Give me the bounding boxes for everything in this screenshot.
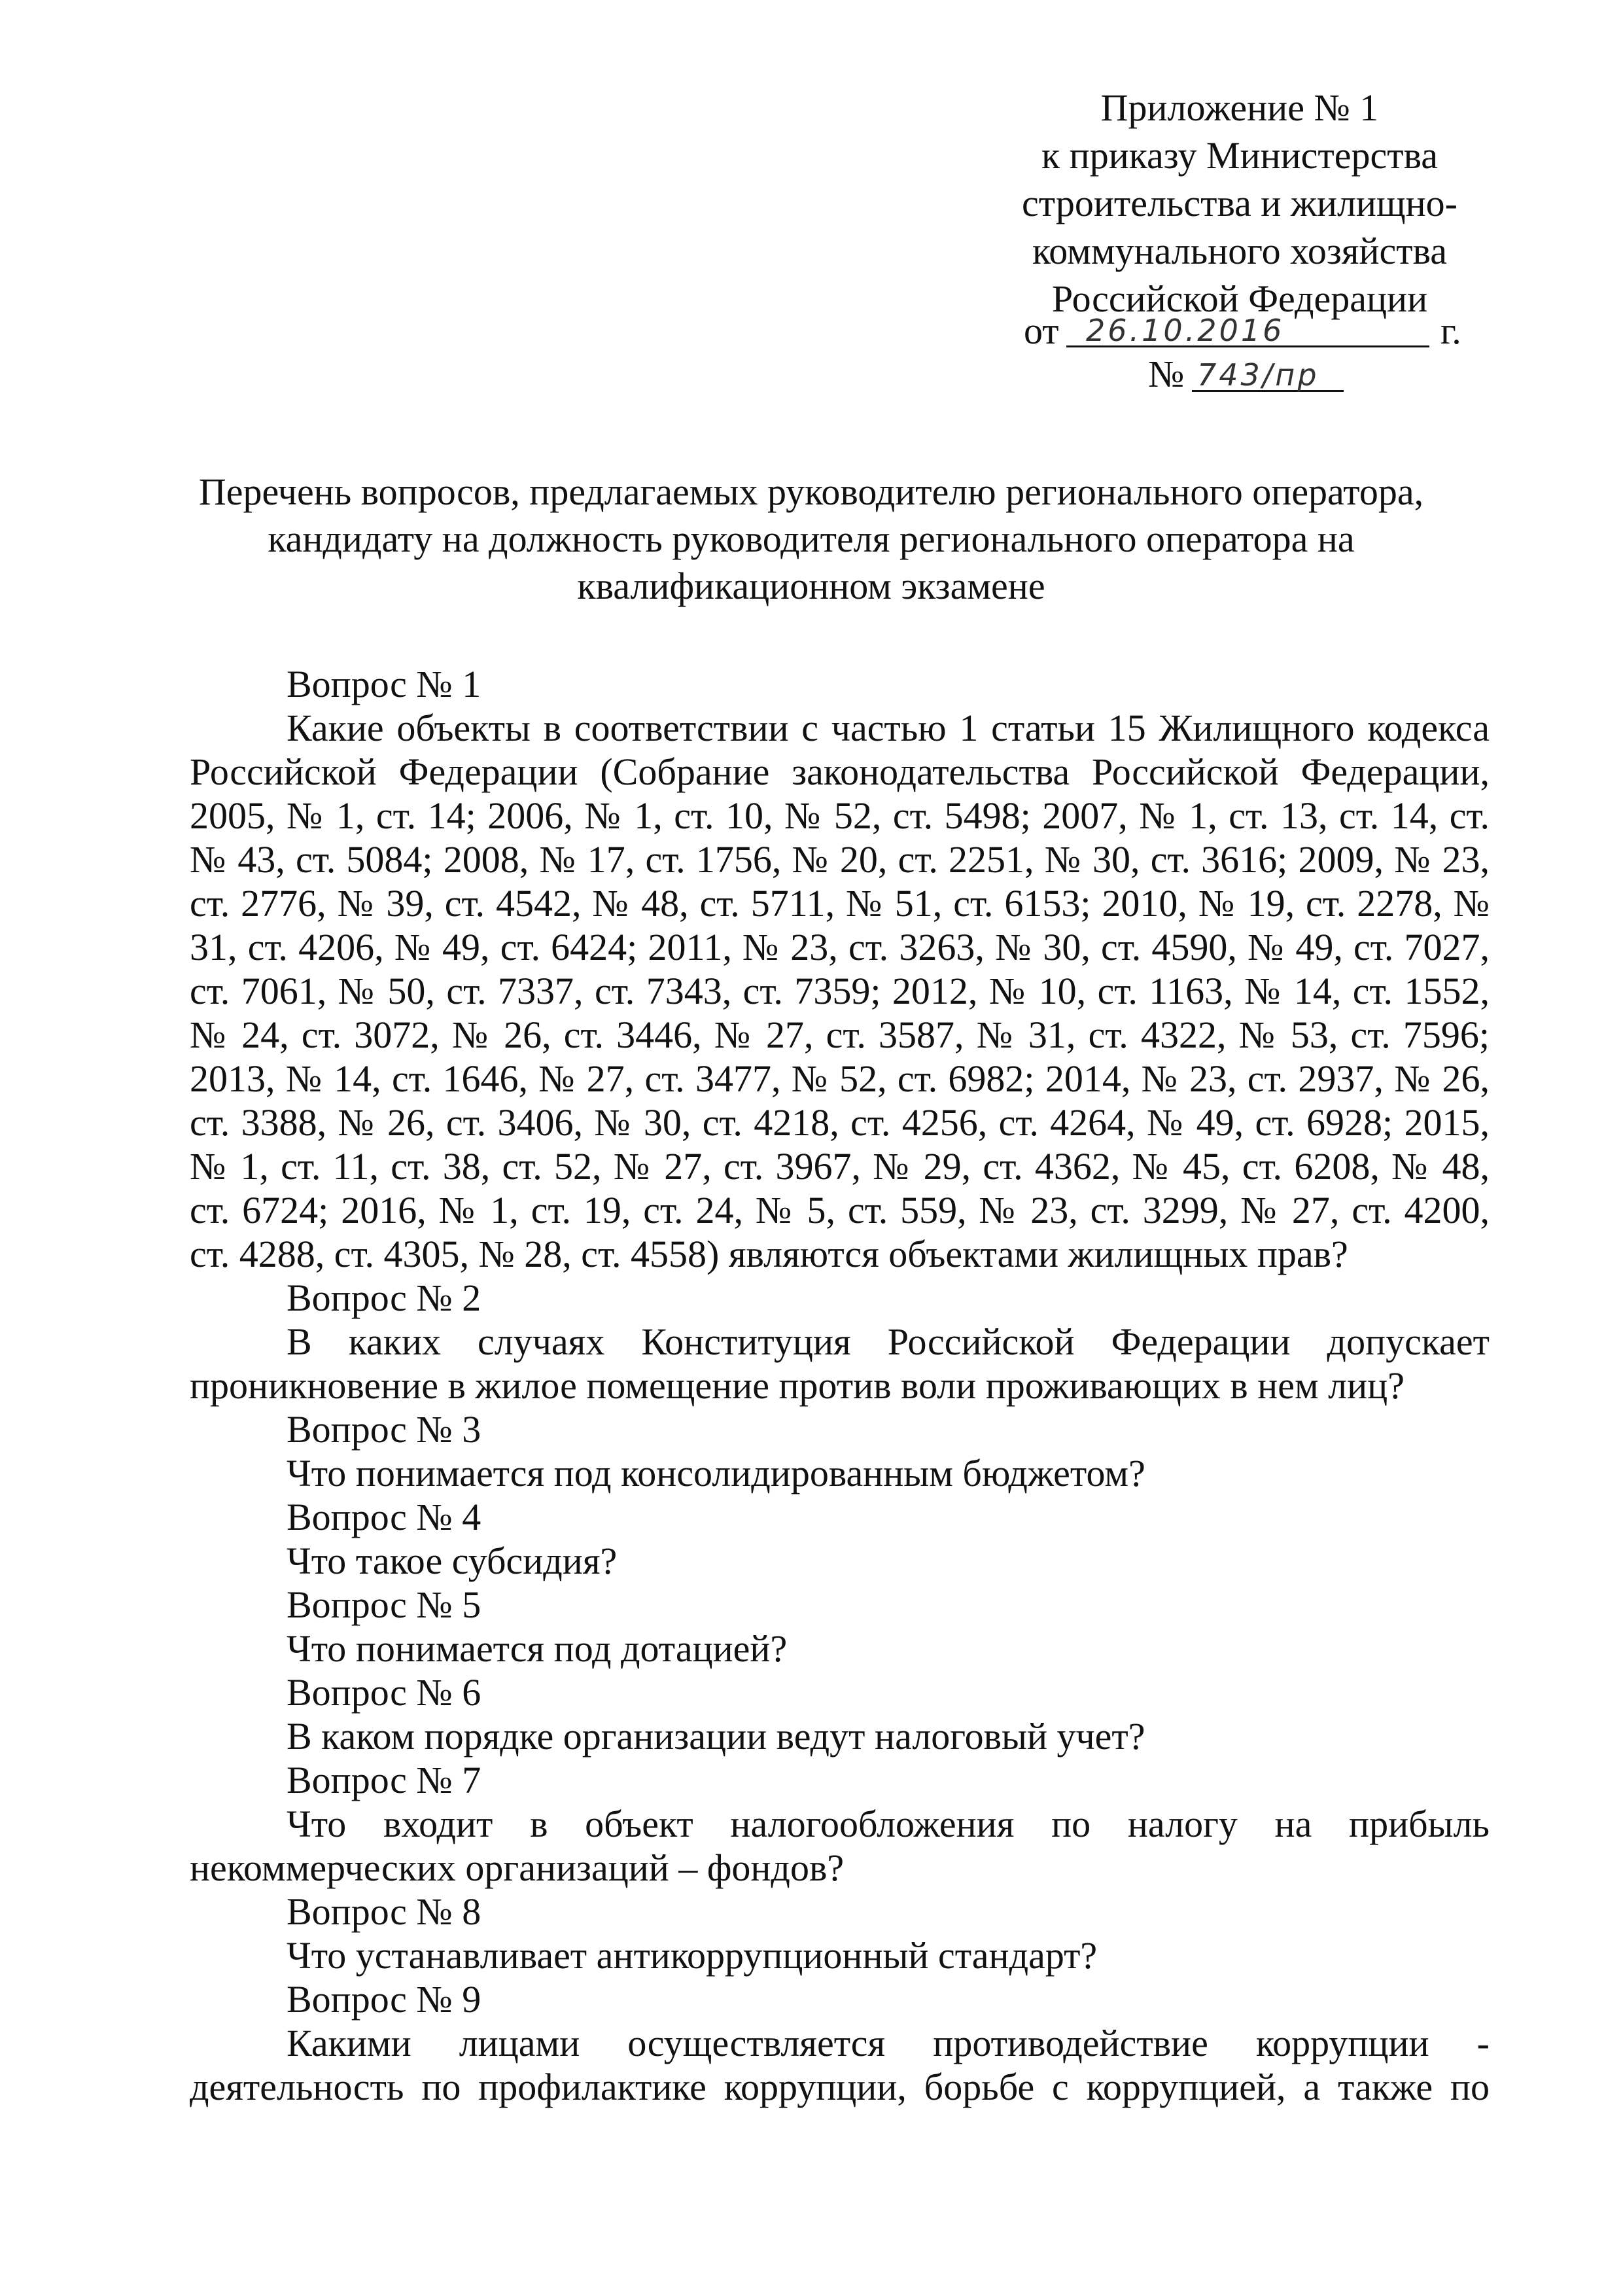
question-text-line: ст. 7061, № 50, ст. 7337, ст. 7343, ст. 7359; 2012, № 10, ст. 1163, № 14, ст. 1552, <box>190 970 1490 1012</box>
order-date-row <box>1024 309 1059 353</box>
question-text-line: Какими лицами осуществляется противодействие коррупции - <box>287 2022 1490 2064</box>
number-prefix: № <box>1148 353 1185 395</box>
question-text-line: ст. 2776, № 39, ст. 4542, № 48, ст. 5711, № 51, ст. 6153; 2010, № 19, ст. 2278, № <box>190 882 1490 925</box>
title-line: квалификационном экзамене <box>577 565 1045 607</box>
date-prefix: от <box>1024 309 1059 352</box>
annex-line: Российской Федерации <box>1051 277 1428 320</box>
annex-line: строительства и жилищно- <box>1022 182 1457 224</box>
question-text-line: проникновение в жилое помещение против воли проживающих в нем лиц? <box>190 1364 1405 1407</box>
annex-line: коммунального хозяйства <box>1032 230 1447 272</box>
date-suffix-wrap <box>1440 309 1461 353</box>
order-number-row <box>1148 352 1184 396</box>
question-heading: Вопрос № 3 <box>287 1408 481 1451</box>
question-text-line: Что понимается под консолидированным бюджетом? <box>287 1452 1145 1494</box>
question-text-line: деятельность по профилактике коррупции, борьбе с коррупцией, а также по <box>190 2066 1490 2108</box>
question-text-line: 2013, № 14, ст. 1646, № 27, ст. 3477, № 52, ст. 6982; 2014, № 23, ст. 2937, № 26, <box>190 1057 1490 1100</box>
question-heading: Вопрос № 2 <box>287 1277 481 1319</box>
question-text-line: Российской Федерации (Собрание законодательства Российской Федерации, <box>190 751 1490 793</box>
annex-line: Приложение № 1 <box>1100 86 1379 129</box>
date-suffix: г. <box>1440 309 1461 352</box>
question-text-line: ст. 4288, ст. 4305, № 28, ст. 4558) являются объектами жилищных прав? <box>190 1233 1348 1275</box>
question-text-line: Что такое субсидия? <box>287 1540 618 1582</box>
question-text-line: Какие объекты в соответствии с частью 1 статьи 15 Жилищного кодекса <box>287 707 1490 749</box>
order-date-field <box>1066 309 1429 349</box>
handwritten-date: 26.10.2016 <box>1086 313 1285 348</box>
question-text-line: ст. 3388, № 26, ст. 3406, № 30, ст. 4218, ст. 4256, ст. 4264, № 49, ст. 6928; 2015, <box>190 1101 1490 1144</box>
question-text-line: Что входит в объект налогообложения по налогу на прибыль <box>287 1803 1490 1845</box>
handwritten-number: 743/пр <box>1197 357 1319 393</box>
question-text-line: № 1, ст. 11, ст. 38, ст. 52, № 27, ст. 3967, № 29, ст. 4362, № 45, ст. 6208, № 48, <box>190 1145 1490 1188</box>
question-text-line: Что устанавливает антикоррупционный стандарт? <box>287 1934 1098 1977</box>
questions-body <box>190 662 1490 2109</box>
annex-line: к приказу Министерства <box>1041 134 1438 177</box>
question-heading: Вопрос № 7 <box>287 1759 481 1801</box>
question-text-line: Что понимается под дотацией? <box>287 1627 788 1670</box>
question-text-line: № 43, ст. 5084; 2008, № 17, ст. 1756, № 20, ст. 2251, № 30, ст. 3616; 2009, № 23, <box>190 838 1490 881</box>
document-title <box>164 468 1459 610</box>
question-heading: Вопрос № 9 <box>287 1978 481 2021</box>
order-number-field <box>1192 353 1344 393</box>
question-heading: Вопрос № 4 <box>287 1496 481 1538</box>
question-heading: Вопрос № 1 <box>287 663 481 705</box>
question-text-line: 2005, № 1, ст. 14; 2006, № 1, ст. 10, № 52, ст. 5498; 2007, № 1, ст. 13, ст. 14, ст. <box>190 794 1490 837</box>
annex-header <box>1021 84 1459 323</box>
question-text-line: ст. 6724; 2016, № 1, ст. 19, ст. 24, № 5, ст. 559, № 23, ст. 3299, № 27, ст. 4200, <box>190 1189 1490 1231</box>
question-heading: Вопрос № 8 <box>287 1890 481 1933</box>
question-text-line: В каком порядке организации ведут налоговый учет? <box>287 1715 1145 1757</box>
question-heading: Вопрос № 5 <box>287 1583 481 1626</box>
question-text-line: некоммерческих организаций – фондов? <box>190 1846 845 1889</box>
question-text-line: № 24, ст. 3072, № 26, ст. 3446, № 27, ст. 3587, № 31, ст. 4322, № 53, ст. 7596; <box>190 1014 1490 1056</box>
question-text-line: В каких случаях Конституция Российской Федерации допускает <box>287 1320 1490 1363</box>
question-heading: Вопрос № 6 <box>287 1671 481 1714</box>
title-line: Перечень вопросов, предлагаемых руководителю регионального оператора, <box>198 470 1424 513</box>
question-text-line: 31, ст. 4206, № 49, ст. 6424; 2011, № 23, ст. 3263, № 30, ст. 4590, № 49, ст. 7027, <box>190 926 1490 968</box>
title-line: кандидату на должность руководителя регионального оператора на <box>268 518 1355 560</box>
